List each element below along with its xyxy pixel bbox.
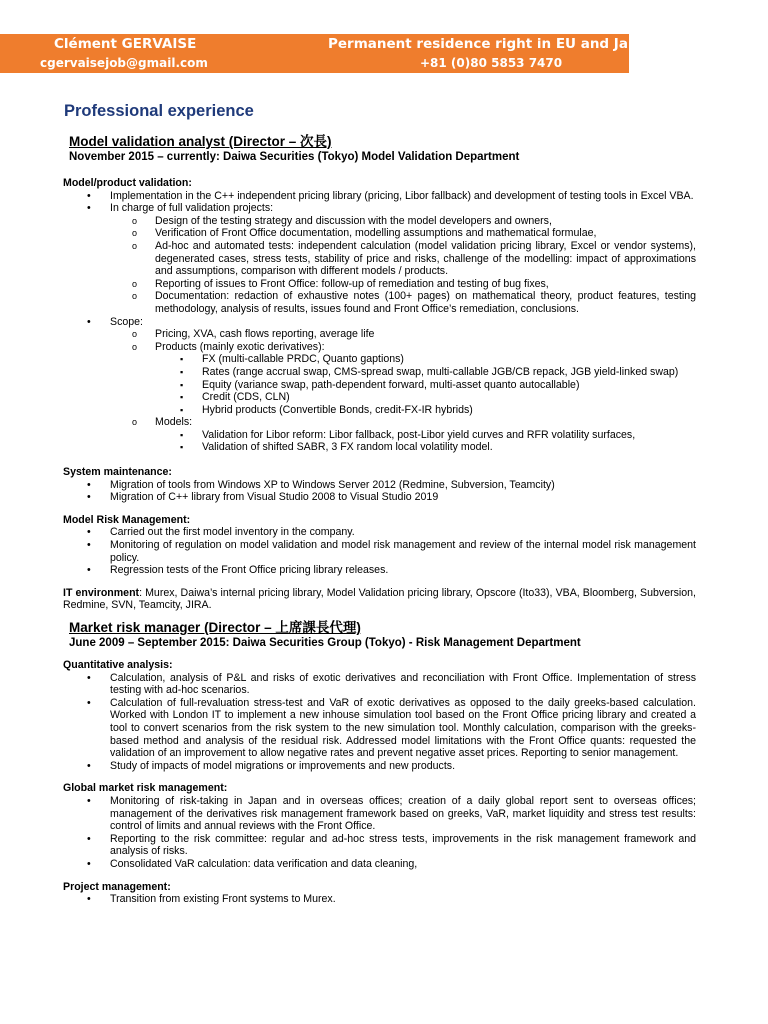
list-item: • Regression tests of the Front Office pricing library releases. [63,564,696,577]
candidate-phone: +81 (0)80 5853 7470 [420,56,563,70]
list-item: o Ad-hoc and automated tests: independent calculation (model validation pricing library, Excel or vendor systems), degenerated cases, stress tests, stability of price and risks, challenge of the modelling: impact of approximations and assumptions, comparison with different models / products. [109,240,696,278]
list-item: • Scope: [63,316,696,329]
subsection-heading: Global market risk management: [63,782,228,795]
list-item: • Study of impacts of model migrations or improvements and new products. [63,760,696,773]
list-item: ▪ Rates (range accrual swap, CMS-spread swap, multi-callable JGB/CB repack, JGB yield-linked swap) [156,366,696,379]
job-subtitle: June 2009 – September 2015: Daiwa Securities Group (Tokyo) - Risk Management Department [69,637,581,649]
sub-sub-bullet-list [156,429,696,454]
list-item: • Calculation of full-revaluation stress-test and VaR of exotic derivatives as opposed to the daily greeks-based calculation. Worked with London IT to implement a new inhouse simulation tool based on the Front Office pricing library and created a tool to convert scenarios from the risk system to the new simulation tool. Monthly calculation, comparison with the greeks-based method and analysis of the residual risk. Addressed model limitations with the Front Office quants: requested the validation of an improvement to allow negative rates and prevent negative asset prices. Reporting to senior management. [63,697,696,760]
job-entry [63,134,696,612]
it-environment-text: : Murex, Daiwa’s internal pricing library, Model Validation pricing library, Opscore (Ito33), VBA, Bloomberg, Subversion, Redmine, SVN, Teamcity, JIRA. [63,586,696,612]
list-item: • Migration of tools from Windows XP to Windows Server 2012 (Redmine, Subversion, Teamcity) [63,479,696,492]
list-item: • Carried out the first model inventory in the company. [63,526,696,539]
subsection-heading: Model Risk Management: [63,513,191,526]
it-environment [63,587,696,612]
list-item: ▪ Hybrid products (Convertible Bonds, credit-FX-IR hybrids) [156,404,696,417]
it-environment-label: IT environment [63,586,140,599]
list-item: o Reporting of issues to Front Office: follow-up of remediation and testing of bug fixes, [109,278,696,291]
bullet-list [63,316,696,329]
subsection-heading: Model/product validation: [63,177,192,189]
list-item: o Verification of Front Office documentation, modelling assumptions and mathematical formulae, [109,227,696,240]
resume-content [63,101,696,906]
sub-bullet-list [109,215,696,316]
section-title: Professional experience [64,102,254,120]
list-item: • Transition from existing Front systems to Murex. [63,893,696,906]
job-subtitle: November 2015 – currently: Daiwa Securities (Tokyo) Model Validation Department [69,151,520,163]
bullet-list [63,672,696,773]
job-title: Model validation analyst (Director – 次長) [69,134,332,149]
list-item: • Reporting to the risk committee: regular and ad-hoc stress tests, improvements in the risk management framework and analysis of risks. [63,833,696,858]
list-item: o Design of the testing strategy and discussion with the model developers and owners, [109,215,696,228]
list-item: o Models: [109,416,696,429]
bullet-list [63,893,696,906]
list-item: • Implementation in the C++ independent pricing library (pricing, Libor fallback) and development of testing tools in Excel VBA. [63,190,696,203]
candidate-name: Clément GERVAISE [54,36,197,52]
bullet-list [63,190,696,215]
list-item: o Pricing, XVA, cash flows reporting, average life [109,328,696,341]
list-item: • Monitoring of risk-taking in Japan and in overseas offices; creation of a daily global report sent to overseas offices; management of the derivatives risk management framework based on greeks, VaR, market liquidity and stress test results: control of limits and annual reviews with the Front Office. [63,795,696,833]
residence-status: Permanent residence right in EU and Japan [328,36,657,52]
subsection-heading: Quantitative analysis: [63,659,173,671]
list-item: o Products (mainly exotic derivatives): [109,341,696,354]
list-item: ▪ Validation of shifted SABR, 3 FX random local volatility model. [156,441,696,454]
job-title: Market risk manager (Director – 上席課長代理) [69,620,361,635]
list-item: • Migration of C++ library from Visual Studio 2008 to Visual Studio 2019 [63,491,696,504]
list-item: ▪ Credit (CDS, CLN) [156,391,696,404]
list-item: • Calculation, analysis of P&L and risks of exotic derivatives and reconciliation with Front Office. Implementation of stress testing with ad-hoc scenarios. [63,672,696,697]
sub-bullet-list [109,416,696,429]
list-item-text: In charge of full validation projects: [110,202,274,215]
bullet-list [63,479,696,504]
list-item: ▪ Equity (variance swap, path-dependent forward, multi-asset quanto autocallable) [156,379,696,392]
list-item: o Documentation: redaction of exhaustive notes (100+ pages) on mathematical theory, product features, testing methodology, analysis of results, issues found and Front Office’s remediation, conclusions. [109,290,696,315]
candidate-email[interactable]: cgervaisejob@gmail.com [40,56,208,70]
bullet-list [63,795,696,871]
bullet-list [63,526,696,576]
job-entry [63,620,696,906]
sub-sub-bullet-list [156,353,696,416]
list-item: • Monitoring of regulation on model validation and model risk management and review of the internal model risk management policy. [63,539,696,564]
subsection-heading: Project management: [63,880,171,893]
subsection-heading: System maintenance: [63,466,172,479]
sub-bullet-list [109,328,696,353]
list-item: ▪ FX (multi-callable PRDC, Quanto gaptions) [156,353,696,366]
list-item: ▪ Validation for Libor reform: Libor fallback, post-Libor yield curves and RFR volatility surfaces, [156,429,696,442]
list-item: • Consolidated VaR calculation: data verification and data cleaning, [63,858,696,871]
list-item [63,202,696,215]
header-banner [0,34,657,73]
